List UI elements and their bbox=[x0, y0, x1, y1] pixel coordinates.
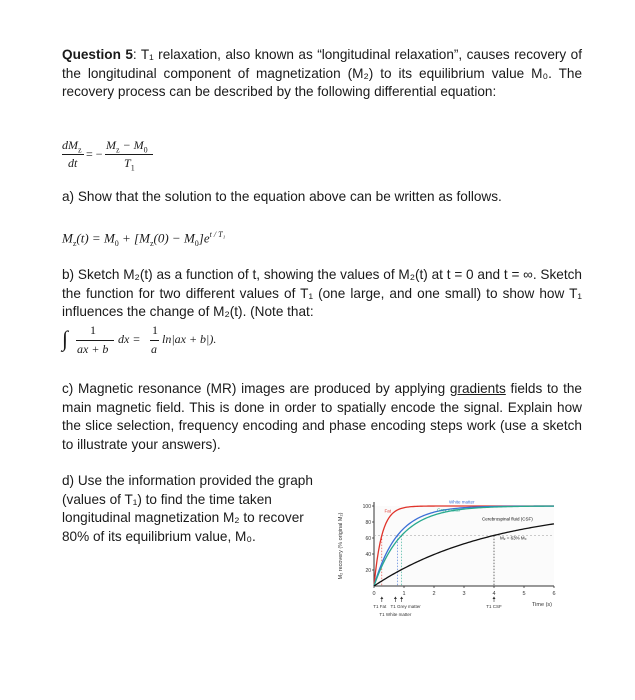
integral-sign: ∫ bbox=[62, 326, 69, 351]
y-tick-label: 40 bbox=[365, 552, 371, 558]
part-a-text: a) Show that the solution to the equation above can be written as follows. bbox=[62, 189, 502, 204]
annotation-t1-white: T1 White matter bbox=[379, 612, 412, 617]
question-intro bbox=[62, 46, 582, 102]
exponent: t / T₁ bbox=[209, 230, 226, 239]
annotation-t1-csf: T1 CSF bbox=[486, 604, 502, 609]
annotation-arrowhead bbox=[394, 597, 397, 600]
eq1-rhs-num: M bbox=[106, 138, 116, 152]
t1-recovery-chart bbox=[328, 490, 568, 690]
document-page: Question 5: T₁ relaxation, also known as “longitudinal relaxation”, causes recovery of the longitudinal component of magnetization (M₂) to its equilibrium value M₀. The recovery process can be described by the following differential equation: $dM_z$ dt = − $M_z - M_0$ $T_1$ a) Show that the solution to the equation above can be written as follows. $M_z(t) = M_0 + [M_z(0) - M_0]e^{t / T_1}$ b) Sketch M₂(t) as a function of t, showing the values of M₂(t) at t = 0 and t = ∞. Sketch the function for two different values of T₁ (one large, and one small) to show how T₁ influences the change of M₂(t). (Note that: ∫ 1 ax + b dx = 1 a ln|ax + b|). c) Magnetic resonance (MR) images are produced by applying gradients fields to the main magnetic field. This is done in order to spatially encode the signal. Explain how the slice selection, frequency encoding and phase encoding steps work (use a sketch to illustrate your answers). d) Use the information provided the graph (values of T₁) to find the time taken longitudinal magnetization M₂ to recover 80% of its equilibrium value, M₀. 20 40 60 80 100 0 1 2 3 4 5 6 Time (s) M₂ recovery (% original M₂) T1 Fat T1 White matter T1 Grey matter T1 CSF White matter Grey matter Fat Cerebrospinal fluid (CSF) M₂ = 63% M₀ bbox=[0, 0, 635, 700]
eq1-lhs-num: dM bbox=[62, 138, 78, 152]
eq1-equals: = − bbox=[86, 147, 103, 161]
annotation-arrowhead bbox=[380, 597, 383, 600]
coef-fraction-bar bbox=[150, 340, 159, 341]
x-tick-label: 3 bbox=[462, 591, 466, 597]
integral-dx: dx = bbox=[118, 332, 141, 346]
legend-white-matter: White matter bbox=[449, 499, 475, 505]
legend-grey-matter: Grey matter bbox=[437, 507, 461, 513]
eq1-lhs-den: dt bbox=[68, 156, 78, 170]
x-tick-label: 2 bbox=[432, 591, 436, 597]
part-b-text: b) Sketch M₂(t) as a function of t, showing the values of M₂(t) at t = 0 and t = ∞. Sketch the function for two different values of T₁ (one large, and one small) to show how T₁ influences the change of M₂(t). (Note that: bbox=[62, 267, 582, 319]
integral-den: ax + b bbox=[77, 342, 109, 356]
solution-equation: $M_z(t) = M_0 + [M_z(0) - M_0]e^{t / T_1}$ bbox=[62, 230, 226, 248]
eq1-rhs-fraction-bar bbox=[105, 154, 153, 155]
integral-fraction-bar bbox=[76, 340, 114, 341]
question-label: Question 5 bbox=[62, 47, 133, 62]
gradients-link: gradients bbox=[449, 381, 506, 396]
eq1-rhs-den: T bbox=[124, 156, 131, 170]
integral-num: 1 bbox=[90, 323, 96, 337]
part-c-text: c) Magnetic resonance (MR) images are produced by applying gradients fields to the main magnetic field. This is done in order to spatially encode the signal. Explain how the slice selection, frequency encoding and phase encoding steps work (use a sketch to illustrate your answers). bbox=[62, 381, 582, 452]
y-tick-label: 20 bbox=[365, 568, 371, 574]
part-d-text: d) Use the information provided the graph (values of T₁) to find the time taken longitudinal magnetization M₂ to recover 80% of its equilibrium value, M₀. bbox=[62, 473, 313, 544]
x-tick-label: 1 bbox=[402, 591, 406, 597]
y-tick-label: 60 bbox=[365, 536, 371, 542]
y-tick-label: 80 bbox=[365, 520, 371, 526]
coef-den: a bbox=[151, 342, 157, 356]
x-tick-label: 4 bbox=[492, 591, 496, 597]
coef-num: 1 bbox=[152, 323, 158, 337]
legend-csf: Cerebrospinal fluid (CSF) bbox=[482, 516, 533, 522]
x-tick-label: 6 bbox=[552, 591, 556, 597]
y-tick-label: 100 bbox=[362, 504, 371, 510]
annotation-t1-grey: T1 Grey matter bbox=[390, 604, 421, 609]
eq1-lhs-fraction-bar bbox=[62, 154, 84, 155]
legend-fat: Fat bbox=[384, 508, 392, 514]
question-intro-text: : T₁ relaxation, also known as “longitudinal relaxation”, causes recovery of the longitudinal component of magnetization (M₂) to its equilibrium value M₀. The recovery process can be described by the following differential equation: bbox=[62, 47, 582, 99]
log-term: ln|ax + b|). bbox=[162, 332, 217, 346]
x-axis-label: Time (s) bbox=[532, 602, 552, 608]
x-tick-label: 5 bbox=[522, 591, 526, 597]
x-tick-label: 0 bbox=[372, 591, 376, 597]
annotation-t1-fat: T1 Fat bbox=[373, 604, 387, 609]
y-axis-label: M₂ recovery (% original M₂) bbox=[338, 512, 344, 580]
mz-63-label: M₂ = 63% M₀ bbox=[500, 535, 527, 541]
